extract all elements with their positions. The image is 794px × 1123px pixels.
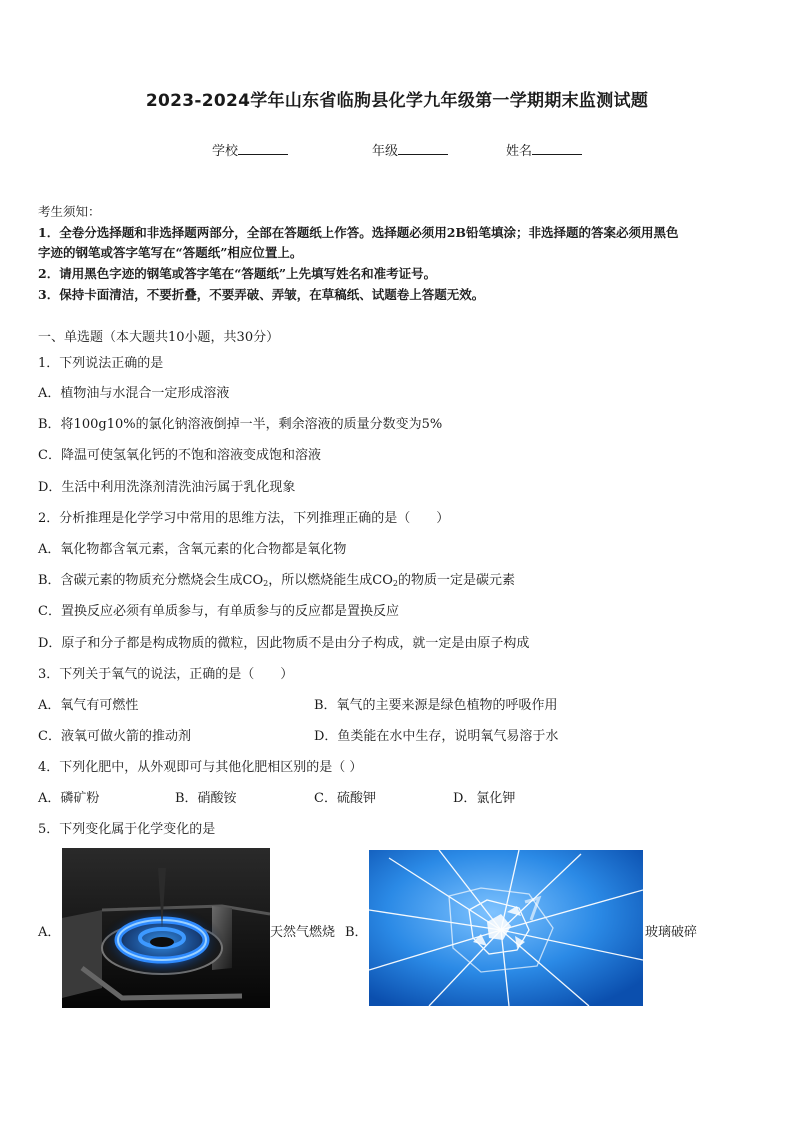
school-blank [238,142,288,155]
notice-line-2: 2．请用黑色字迹的钢笔或答字笔在“答题纸”上先填写姓名和准考证号。 [38,266,437,281]
q5-option-a-caption: 天然气燃烧 [270,925,336,940]
notice-line-1: 1．全卷分选择题和非选择题两部分，全部在答题纸上作答。选择题必须用2B铅笔填涂；非选择题的答案必须用黑色 [38,225,679,240]
notice-heading: 考生须知： [38,204,101,219]
broken-glass-icon [369,850,643,1006]
section-heading: 一、单选题（本大题共10小题，共30分） [38,330,280,345]
q5-option-b-label: B． [345,925,368,940]
q3-option-a: A．氧气有可燃性 [38,698,139,713]
page-title: 2023-2024学年山东省临朐县化学九年级第一学期期末监测试题 [145,91,649,111]
q4-option-a: A．磷矿粉 [38,791,100,806]
grade-label: 年级 [372,144,399,159]
school-label: 学校 [212,144,239,159]
q2-stem: 2．分析推理是化学学习中常用的思维方法，下列推理正确的是（ ） [38,511,450,526]
name-label: 姓名 [506,144,533,159]
gas-stove-flame-icon [62,848,270,1008]
q3-option-d: D．鱼类能在水中生存，说明氧气易溶于水 [314,729,559,744]
q4-option-c: C．硫酸钾 [314,791,376,806]
q2-b-part1: B．含碳元素的物质充分燃烧会生成CO [38,573,264,588]
notice-line-3: 3．保持卡面清洁，不要折叠，不要弄破、弄皱，在草稿纸、试题卷上答题无效。 [38,287,485,302]
name-blank [532,142,582,155]
q5-option-a-label: A． [38,925,61,940]
notice-line-1b: 字迹的钢笔或答字笔写在“答题纸”相应位置上。 [38,245,303,260]
school-field [212,140,288,159]
q3-stem: 3．下列关于氧气的说法，正确的是（ ） [38,667,294,682]
broken-glass-image [369,850,643,1006]
q4-option-d: D．氯化钾 [453,791,516,806]
grade-field [372,140,448,159]
q1-option-c: C．降温可使氢氧化钙的不饱和溶液变成饱和溶液 [38,448,321,463]
q4-stem: 4．下列化肥中，从外观即可与其他化肥相区别的是（ ） [38,760,363,775]
q2-b-part2: ，所以燃烧能生成CO [268,573,393,588]
co2-subscript: 2 [263,579,269,588]
q3-option-c: C．液氧可做火箭的推动剂 [38,729,191,744]
co2-subscript: 2 [392,579,398,588]
q1-option-d: D．生活中利用洗涤剂清洗油污属于乳化现象 [38,480,296,495]
q5-stem: 5．下列变化属于化学变化的是 [38,822,216,837]
q4-option-b: B．硝酸铵 [175,791,237,806]
q3-option-b: B．氧气的主要来源是绿色植物的呼吸作用 [314,698,558,713]
q2-b-part3: 的物质一定是碳元素 [397,573,515,588]
q1-stem: 1．下列说法正确的是 [38,356,164,371]
q1-option-a: A．植物油与水混合一定形成溶液 [38,386,230,401]
q1-option-b: B．将100g10%的氯化钠溶液倒掉一半，剩余溶液的质量分数变为5% [38,417,443,432]
q2-option-a: A．氧化物都含氧元素，含氧元素的化合物都是氧化物 [38,542,347,557]
name-field [506,140,582,159]
q5-option-b-caption: 玻璃破碎 [645,925,698,940]
grade-blank [398,142,448,155]
q2-option-b [38,573,515,592]
gas-stove-flame-image [62,848,270,1008]
q2-option-d: D．原子和分子都是构成物质的微粒，因此物质不是由分子构成，就一定是由原子构成 [38,636,530,651]
q2-option-c: C．置换反应必须有单质参与，有单质参与的反应都是置换反应 [38,604,399,619]
